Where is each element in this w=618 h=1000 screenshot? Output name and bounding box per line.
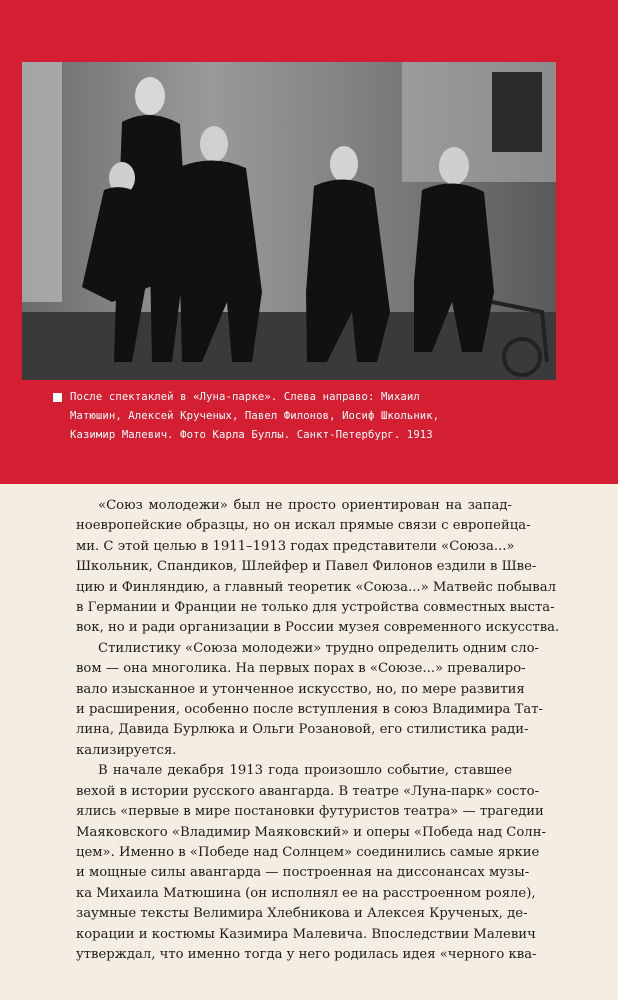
text-line: ноевропейские образцы, но он искал прямые связи с европейца- (76, 518, 531, 534)
text-line: Маяковского «Владимир Маяковский» и оперы «Победа над Солн- (76, 824, 546, 840)
text-line: и расширения, особенно после вступления в союз Владимира Тат- (76, 702, 543, 718)
text-line: цем». Именно в «Победе над Солнцем» соединились самые яркие (76, 844, 540, 860)
caption-line: После спектаклей в «Луна-парке». Слева направо: Михаил (70, 391, 420, 403)
text-line: вехой в истории русского авангарда. В театре «Луна-парк» состо- (76, 783, 540, 799)
text-line: утверждал, что именно тогда у него родилась идея «черного ква- (76, 946, 537, 962)
text-line: ялись «первые в мире постановки футуристов театра» — трагедии (76, 804, 544, 820)
text-line: цию и Финляндию, а главный теоретик «Союза...» Матвейс побывал (76, 579, 556, 595)
group-photo (22, 62, 556, 380)
text-line: в Германии и Франции не только для устройства совместных выста- (76, 600, 555, 616)
text-line: Школьник, Спандиков, Шлейфер и Павел Филонов ездили в Шве- (76, 559, 537, 575)
caption-line: Матюшин, Алексей Крученых, Павел Филонов, Иосиф Школьник, (70, 410, 440, 422)
main-text (76, 496, 560, 965)
text-line: кализируется. (76, 742, 177, 758)
text-line: заумные тексты Велимира Хлебникова и Алексея Крученых, де- (76, 906, 528, 922)
text-line: ми. С этой целью в 1911–1913 годах представители «Союза...» (76, 538, 515, 554)
text-line: ка Михаила Матюшина (он исполнял ее на расстроенном рояле), (76, 885, 536, 901)
group-photo-icon (22, 62, 556, 380)
text-line: В начале декабря 1913 года произошло событие, ставшее (98, 763, 512, 779)
text-line: Стилистику «Союза молодежи» трудно определить одним сло- (98, 640, 539, 656)
text-line: «Союз молодежи» был не просто ориентирован на запад- (98, 498, 512, 513)
text-line: вало изысканное и утонченное искусство, но, по мере развития (76, 681, 525, 697)
caption-bullet-icon (53, 393, 62, 402)
text-line: корации и костюмы Казимира Малевича. Впоследствии Малевич (76, 926, 536, 942)
text-line: вом — она многолика. На первых порах в «Союзе...» превалиро- (76, 661, 526, 677)
text-line: вок, но и ради организации в России музея современного искусства. (76, 620, 560, 636)
photo-caption (70, 388, 570, 445)
text-line: лина, Давида Бурлюка и Ольги Розановой, его стилистика ради- (76, 722, 529, 738)
caption-line: Казимир Малевич. Фото Карла Буллы. Санкт-Петербург. 1913 (70, 429, 433, 441)
text-line: и мощные силы авангарда — построенная на диссонансах музы- (76, 865, 530, 881)
